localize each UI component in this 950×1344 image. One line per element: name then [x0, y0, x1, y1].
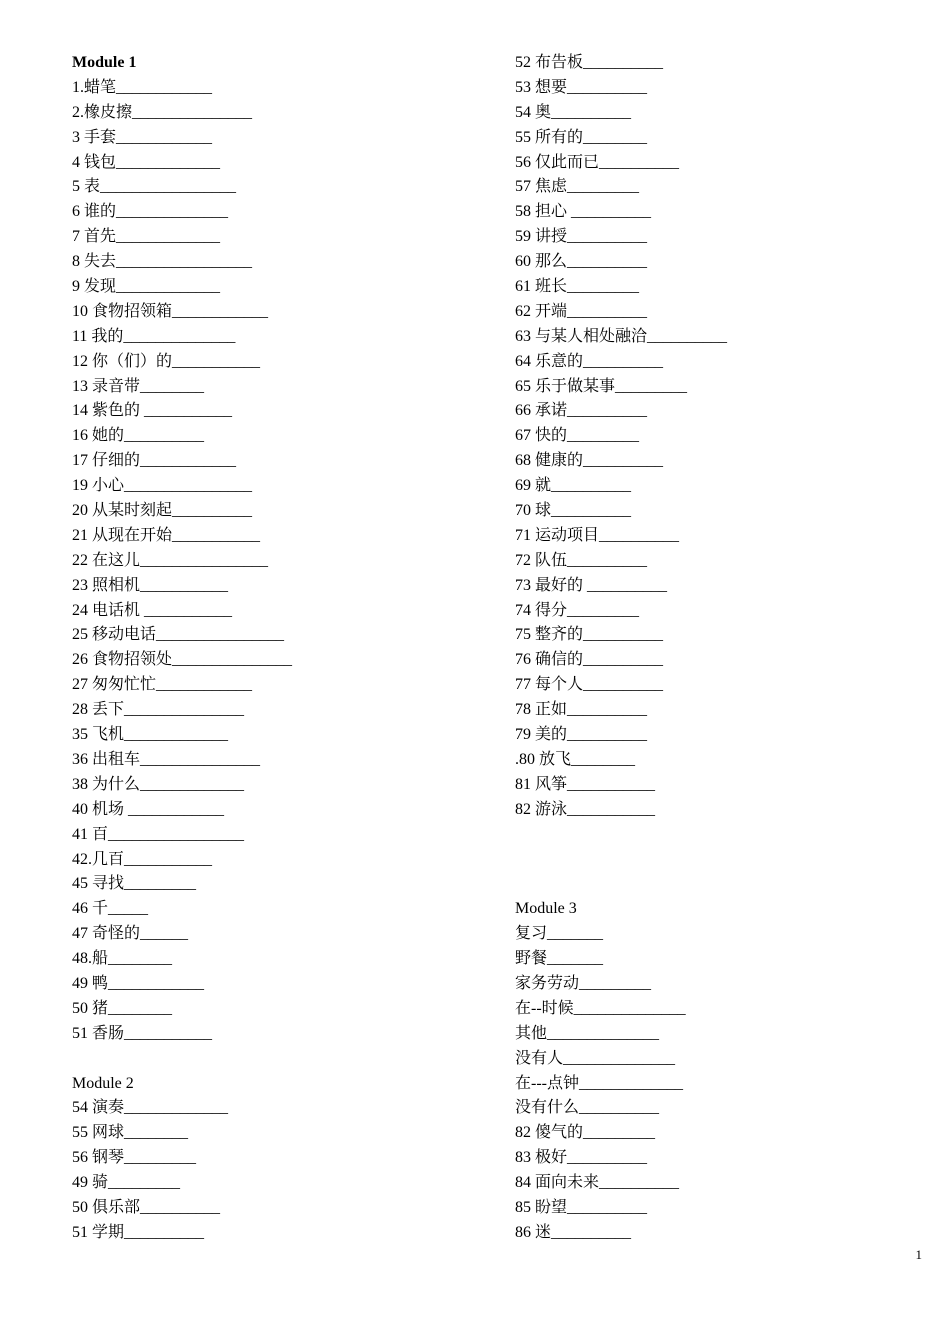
module-heading: Module 3	[515, 900, 577, 918]
vocab-item: 7 首先_____________	[72, 228, 221, 246]
vocab-item: 64 乐意的__________	[515, 352, 664, 370]
vocab-item: 16 她的__________	[72, 427, 205, 445]
vocab-item: 58 担心 __________	[515, 203, 652, 221]
vocab-item: 73 最好的 __________	[515, 576, 668, 594]
vocab-item: 54 演奏_____________	[72, 1099, 229, 1117]
vocab-item: 35 飞机_____________	[72, 726, 229, 744]
vocab-item: 在---点钟_____________	[515, 1074, 683, 1092]
vocab-item: 61 班长_________	[515, 278, 640, 296]
vocab-item: 55 所有的________	[515, 128, 648, 146]
vocab-item: 63 与某人相处融洽__________	[515, 327, 728, 345]
vocab-item: 69 就__________	[515, 477, 632, 495]
vocab-item: 家务劳动_________	[515, 974, 652, 992]
blank-line	[515, 823, 915, 848]
vocab-item: 82 游泳___________	[515, 800, 656, 818]
vocab-item: 4 钱包_____________	[72, 153, 221, 171]
vocab-item: 14 紫色的 ___________	[72, 402, 233, 420]
vocab-item: 85 盼望__________	[515, 1198, 648, 1216]
vocab-item: 78 正如__________	[515, 701, 648, 719]
vocab-item: 72 队伍__________	[515, 551, 648, 569]
vocab-item: 49 鸭____________	[72, 974, 205, 992]
vocab-item: 38 为什么_____________	[72, 775, 245, 793]
vocab-item: 82 傻气的_________	[515, 1124, 656, 1142]
vocab-item: 36 出租车_______________	[72, 750, 261, 768]
vocab-item: 2.橡皮擦_______________	[72, 103, 253, 121]
vocab-item: 56 仅此而已__________	[515, 153, 680, 171]
vocab-item: 77 每个人__________	[515, 676, 664, 694]
vocab-item: 其他______________	[515, 1024, 660, 1042]
vocab-item: 12 你（们）的___________	[72, 352, 261, 370]
vocab-item: 3 手套____________	[72, 128, 213, 146]
vocab-item: 71 运动项目__________	[515, 526, 680, 544]
vocab-item: 79 美的__________	[515, 726, 648, 744]
vocab-item: 5 表_________________	[72, 178, 237, 196]
vocab-item: 19 小心________________	[72, 477, 253, 495]
vocab-item: 23 照相机___________	[72, 576, 229, 594]
vocab-item: 52 布告板__________	[515, 54, 664, 71]
vocab-item: .80 放飞________	[515, 750, 636, 768]
vocab-item: 40 机场 ____________	[72, 800, 225, 818]
vocab-item: 26 食物招领处_______________	[72, 651, 293, 669]
vocab-item: 66 承诺__________	[515, 402, 648, 420]
vocab-item: 68 健康的__________	[515, 452, 664, 470]
left-column	[72, 51, 472, 1246]
vocab-item: 11 我的______________	[72, 327, 236, 345]
vocab-item: 9 发现_____________	[72, 278, 221, 296]
vocab-item: 60 那么__________	[515, 253, 648, 271]
vocab-item: 45 寻找_________	[72, 875, 197, 893]
vocab-item: 62 开端__________	[515, 302, 648, 320]
vocab-item: 83 极好__________	[515, 1149, 648, 1167]
vocab-item: 75 整齐的__________	[515, 626, 664, 644]
vocab-item: 1.蜡笔____________	[72, 78, 213, 96]
vocab-item: 57 焦虑_________	[515, 178, 640, 196]
vocab-item: 13 录音带________	[72, 377, 205, 395]
vocab-item: 8 失去_________________	[72, 253, 253, 271]
vocab-item: 76 确信的__________	[515, 651, 664, 669]
blank-line	[515, 848, 915, 873]
vocab-item: 17 仔细的____________	[72, 452, 237, 470]
vocab-item: 20 从某时刻起__________	[72, 502, 253, 520]
vocab-item: 46 千_____	[72, 900, 149, 918]
vocab-item: 55 网球________	[72, 1124, 189, 1142]
vocab-item: 25 移动电话________________	[72, 626, 285, 644]
vocab-item: 53 想要__________	[515, 78, 648, 96]
vocab-item: 在--时候______________	[515, 999, 686, 1017]
vocab-item: 28 丢下_______________	[72, 701, 245, 719]
module-heading: Module 1	[72, 54, 137, 71]
vocab-item: 59 讲授__________	[515, 228, 648, 246]
vocab-item: 56 钢琴_________	[72, 1149, 197, 1167]
vocab-item: 81 风筝___________	[515, 775, 656, 793]
vocab-item: 74 得分_________	[515, 601, 640, 619]
vocab-item: 48.船________	[72, 950, 173, 968]
vocab-item: 野餐_______	[515, 950, 604, 968]
vocab-item: 67 快的_________	[515, 427, 640, 445]
vocab-item: 6 谁的______________	[72, 203, 229, 221]
module-heading: Module 2	[72, 1074, 134, 1092]
vocab-item: 22 在这儿________________	[72, 551, 269, 569]
vocab-item: 没有人______________	[515, 1049, 676, 1067]
vocab-item: 27 匆匆忙忙____________	[72, 676, 253, 694]
vocab-item: 49 骑_________	[72, 1174, 181, 1192]
vocab-item: 86 迷__________	[515, 1223, 632, 1241]
vocab-item: 41 百_________________	[72, 825, 245, 843]
right-column	[515, 51, 915, 1246]
vocab-item: 47 奇怪的______	[72, 925, 189, 943]
page-number: 1	[915, 1247, 922, 1262]
vocab-item: 51 香肠___________	[72, 1024, 213, 1042]
vocab-item: 51 学期__________	[72, 1223, 205, 1241]
vocab-item: 54 奥__________	[515, 103, 632, 121]
vocab-item: 10 食物招领箱____________	[72, 302, 269, 320]
vocab-item: 50 俱乐部__________	[72, 1198, 221, 1216]
vocab-item: 42.几百___________	[72, 850, 213, 868]
blank-line	[515, 872, 915, 897]
vocab-item: 65 乐于做某事_________	[515, 377, 688, 395]
vocab-item: 84 面向未来__________	[515, 1174, 680, 1192]
vocab-item: 21 从现在开始___________	[72, 526, 261, 544]
vocab-item: 没有什么__________	[515, 1099, 660, 1117]
vocab-item: 70 球__________	[515, 502, 632, 520]
vocab-item: 50 猪________	[72, 999, 173, 1017]
blank-line	[72, 1047, 472, 1072]
vocab-item: 复习_______	[515, 925, 604, 943]
vocab-item: 24 电话机 ___________	[72, 601, 233, 619]
